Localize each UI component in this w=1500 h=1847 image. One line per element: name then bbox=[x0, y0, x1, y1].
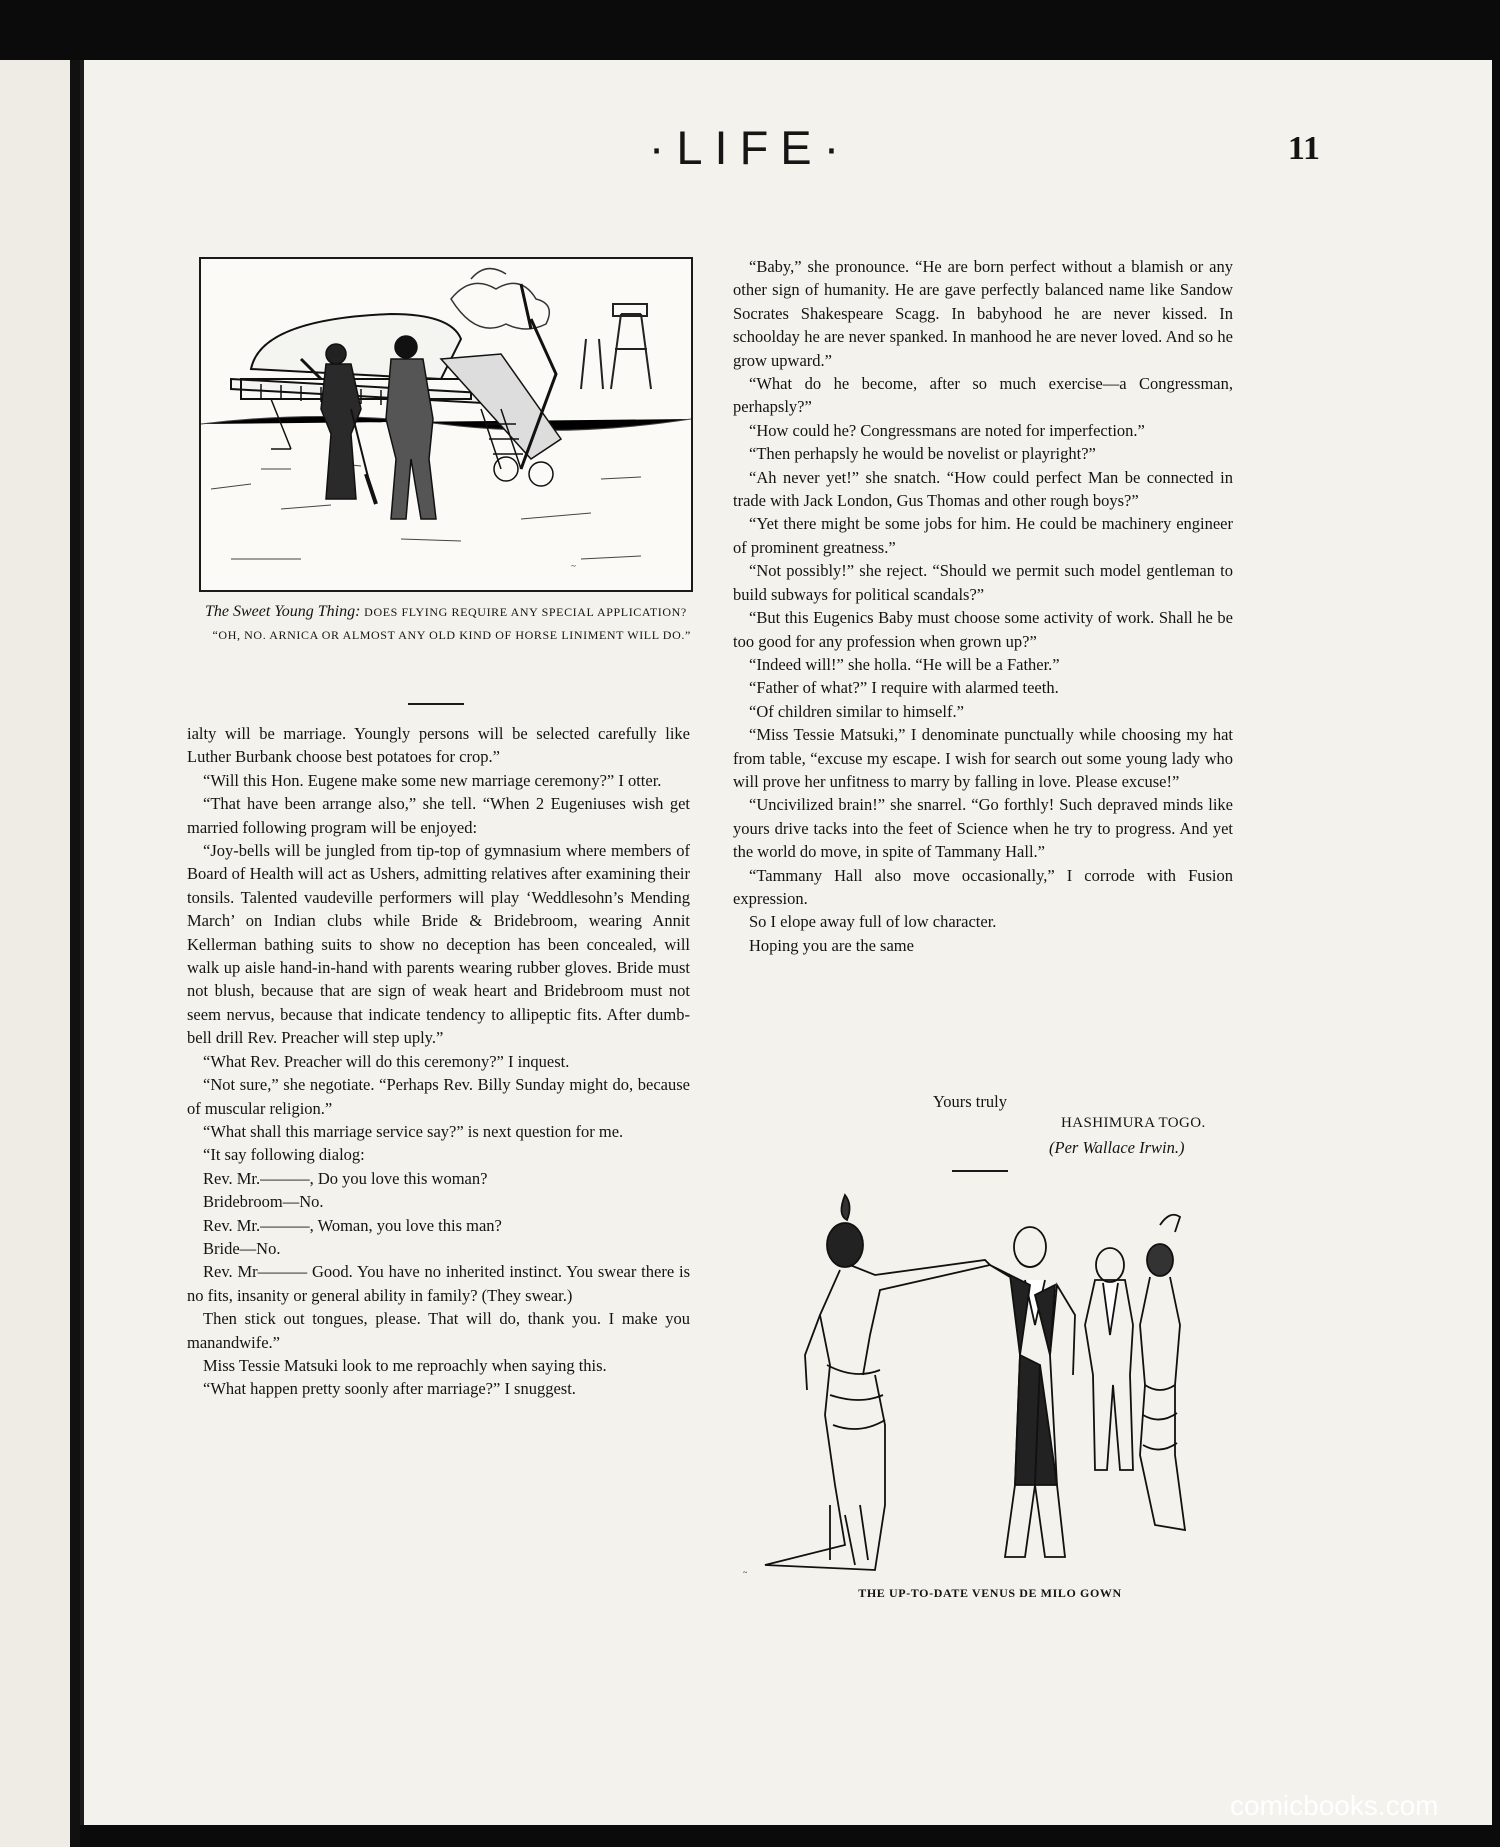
paragraph: “Then perhapsly he would be novelist or playright?” bbox=[749, 444, 1096, 464]
paragraph: “Indeed will!” she holla. “He will be a Father.” bbox=[749, 654, 1060, 674]
paragraph: Then stick out tongues, please. That will do, thank you. I make you manandwife.” bbox=[187, 1309, 690, 1352]
artist-signature: ~ bbox=[571, 561, 576, 571]
caption-answer: “OH, NO. ARNICA OR ALMOST ANY OLD KIND OF HORSE LINIMENT WILL DO.” bbox=[212, 628, 691, 642]
artist-signature: ~ bbox=[743, 1568, 748, 1577]
illustration-1-caption bbox=[205, 600, 691, 647]
airplane-illustration bbox=[199, 257, 693, 592]
paragraph: “What Rev. Preacher will do this ceremony?” I inquest. bbox=[203, 1051, 570, 1071]
paragraph: Rev. Mr.———, Do you love this woman? bbox=[203, 1168, 488, 1188]
caption-question: DOES FLYING REQUIRE ANY SPECIAL APPLICATION? bbox=[364, 605, 687, 619]
author-credit: (Per Wallace Irwin.) bbox=[1049, 1138, 1185, 1157]
paragraph: “Not sure,” she negotiate. “Perhaps Rev. Billy Sunday might do, because of muscular religion.” bbox=[187, 1075, 690, 1118]
paragraph: Bride—No. bbox=[203, 1238, 281, 1258]
paragraph: Bridebroom—No. bbox=[203, 1192, 324, 1212]
illustration-2-caption: THE UP-TO-DATE VENUS DE MILO GOWN bbox=[858, 1586, 1122, 1600]
section-rule-left bbox=[408, 703, 464, 705]
paragraph: “What happen pretty soonly after marriage?” I snuggest. bbox=[203, 1379, 576, 1399]
paragraph: “Will this Hon. Eugene make some new marriage ceremony?” I otter. bbox=[203, 770, 662, 790]
paragraph: “Miss Tessie Matsuki,” I denominate punctually while choosing my hat from table, “excuse my escape. I wish for search out some young lady who will prove her unfitness to marry by falling in love. Please excuse!” bbox=[733, 725, 1233, 791]
paragraph: “Yet there might be some jobs for him. He could be machinery engineer of prominent greatness.” bbox=[733, 514, 1233, 557]
binding-gutter bbox=[70, 60, 80, 1847]
site-watermark: comicbooks.com bbox=[1230, 1790, 1439, 1821]
paragraph: “Joy-bells will be jungled from tip-top of gymnasium where members of Board of Health will act as Ushers, admitting relatives after examining their tonsils. Talented vaudeville performers will play ‘Weddlesohn’s Mending March’ on Indian clubs while Bride & Bridebroom, wearing Annit Kellerman bathing suits to show no deception has been concealed, will walk up aisle hand-in-hand with parents wearing rubber gloves. Bride must not blush, because that are sign of weak heart and Bridebroom must not seem nervus, because that indicate tendency to allipeptic fits. After dumb-bell drill Rev. Preacher will step uply.” bbox=[187, 841, 690, 1048]
paragraph: “How could he? Congressmans are noted for imperfection.” bbox=[749, 420, 1145, 440]
paragraph: “Baby,” she pronounce. “He are born perfect without a blamish or any other sign of humanity. He are gave perfectly balanced name like Sandow Socrates Shakespeare Scagg. In babyhood he are never kissed. In schoolday he are never spanked. In manhood he are never loved. And so he grow upward.” bbox=[733, 257, 1233, 370]
paragraph: So I elope away full of low character. bbox=[749, 912, 997, 932]
gown-illustration bbox=[735, 1185, 1215, 1580]
paragraph: “It say following dialog: bbox=[203, 1145, 365, 1165]
paragraph: ialty will be marriage. Youngly persons will be selected carefully like Luther Burbank choose best potatoes for crop.” bbox=[187, 724, 690, 767]
page-border bbox=[80, 60, 84, 1825]
section-rule-right bbox=[952, 1170, 1008, 1172]
paragraph: Rev. Mr.———, Woman, you love this man? bbox=[203, 1215, 502, 1235]
paragraph: Miss Tessie Matsuki look to me reproachly when saying this. bbox=[203, 1355, 607, 1375]
facing-page-edge bbox=[0, 60, 74, 1847]
paragraph: “But this Eugenics Baby must choose some activity of work. Shall he be too good for any profession when grown up?” bbox=[733, 608, 1233, 651]
paragraph: “Tammany Hall also move occasionally,” I corrode with Fusion expression. bbox=[733, 865, 1233, 908]
paragraph: “Uncivilized brain!” she snarrel. “Go forthly! Such depraved minds like yours drive tacks into the feet of Science when he try to progress. And yet the world do move, in spite of Tammany Hall.” bbox=[733, 795, 1233, 862]
masthead: ·LIFE· bbox=[648, 121, 852, 174]
article-column-right bbox=[733, 255, 1233, 957]
paragraph: “Of children similar to himself.” bbox=[749, 701, 964, 721]
paragraph: “What shall this marriage service say?” is next question for me. bbox=[203, 1121, 624, 1141]
paragraph: “What do he become, after so much exercise—a Congressman, perhapsly?” bbox=[733, 374, 1233, 417]
paragraph: Rev. Mr——— Good. You have no inherited instinct. You swear there is no fits, insanity or general ability in family? (They swear.) bbox=[187, 1262, 690, 1305]
caption-speaker: The Sweet Young Thing: bbox=[205, 603, 361, 620]
letter-closing: Yours truly bbox=[933, 1092, 1007, 1111]
paragraph: “Ah never yet!” she snatch. “How could perfect Man be connected in trade with Jack London, Gus Thomas and other rough boys?” bbox=[733, 467, 1233, 511]
paragraph: “Father of what?” I require with alarmed teeth. bbox=[749, 678, 1059, 698]
gown-drawing bbox=[735, 1185, 1215, 1580]
author-name: HASHIMURA TOGO. bbox=[1061, 1115, 1206, 1131]
paragraph: “That have been arrange also,” she tell. “When 2 Eugeniuses wish get married following program will be enjoyed: bbox=[187, 794, 690, 837]
airplane-drawing bbox=[201, 259, 691, 590]
paragraph: “Not possibly!” she reject. “Should we permit such model gentleman to build subways for political scandals?” bbox=[733, 561, 1233, 604]
page-number: 11 bbox=[1287, 130, 1320, 167]
paragraph: Hoping you are the same bbox=[749, 935, 914, 955]
article-column-left bbox=[187, 722, 690, 1401]
